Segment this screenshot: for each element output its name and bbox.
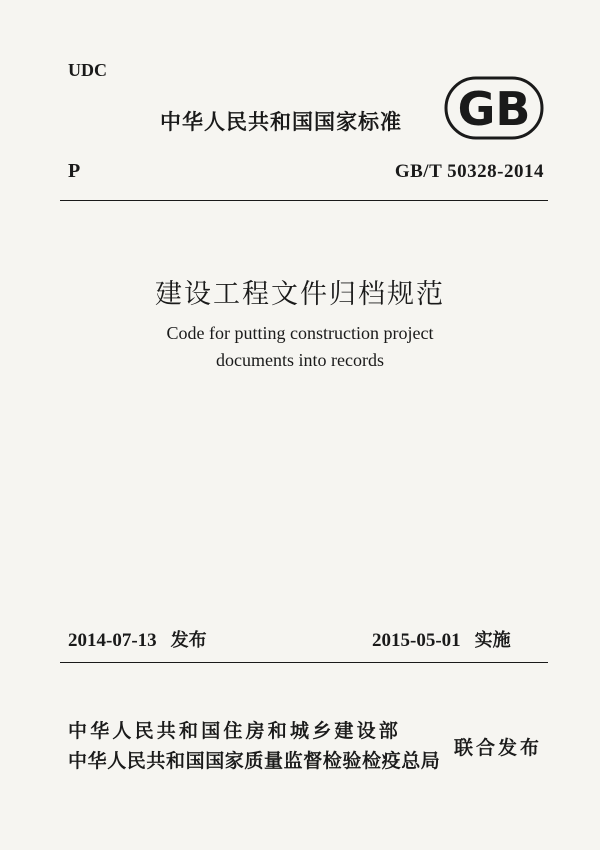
issue-label: 发布 — [170, 630, 207, 651]
implement-label: 实施 — [474, 630, 511, 651]
top-divider — [60, 200, 548, 201]
issue-date: 2014-07-13 — [68, 630, 157, 651]
standard-number: GB/T 50328-2014 — [394, 161, 544, 182]
title-english-line1: Code for putting construction project — [166, 323, 434, 343]
issuer-aqsiq: 中华人民共和国国家质量监督检验检疫总局 — [68, 750, 441, 772]
implement-date-block — [372, 626, 511, 652]
category-code: P — [68, 160, 81, 182]
implement-date: 2015-05-01 — [372, 630, 461, 651]
standard-type-heading: 中华人民共和国国家标准 — [160, 110, 402, 134]
issuer-ministry-housing: 中华人民共和国住房和城乡建设部 — [68, 720, 402, 742]
bottom-divider — [60, 662, 548, 663]
title-chinese: 建设工程文件归档规范 — [155, 279, 445, 310]
joint-issue-label: 联合发布 — [454, 737, 543, 759]
title-english-line2: documents into records — [216, 350, 384, 370]
gb-logo-text: GB — [457, 82, 531, 136]
gb-logo — [444, 76, 544, 140]
udc-label: UDC — [68, 60, 107, 80]
issue-date-block — [68, 626, 207, 652]
